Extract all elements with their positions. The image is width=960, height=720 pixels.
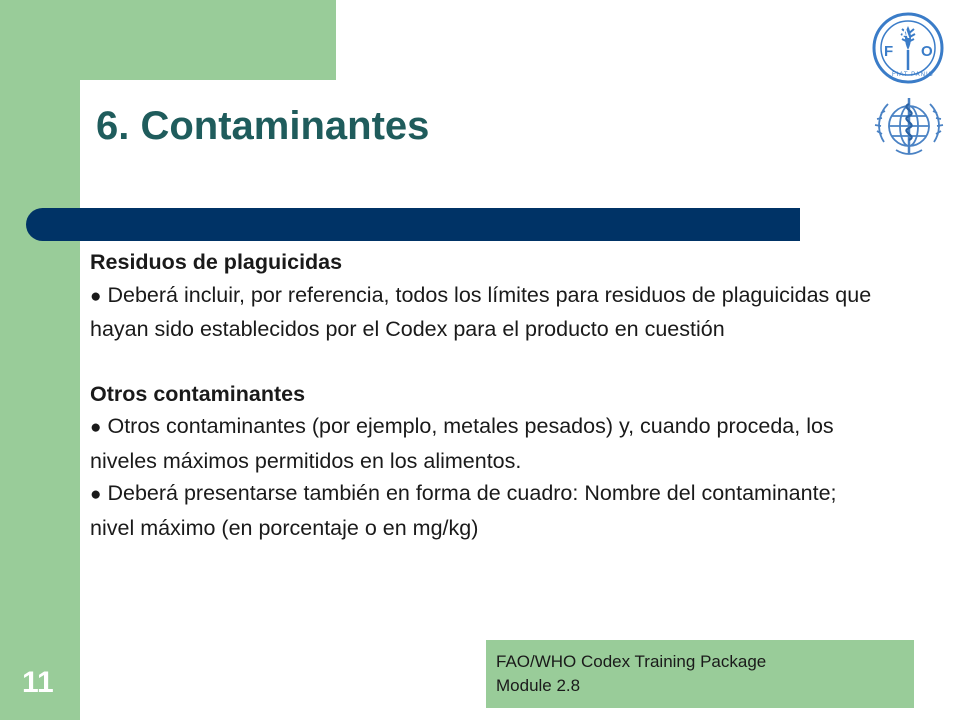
section-heading-pesticides: Residuos de plaguicidas	[90, 250, 343, 274]
footer-line-2: Module 2.8	[496, 676, 581, 695]
who-emblem-icon	[870, 92, 948, 164]
fao-letter-a: A	[901, 27, 910, 41]
fao-letter-f: F	[884, 43, 894, 60]
footer-text	[496, 650, 766, 698]
bullet-text: Deberá presentarse también en forma de cuadro: Nombre del contaminante; nivel máximo (en porcentaje o en mg/kg)	[90, 481, 837, 540]
title-divider-bar	[26, 208, 800, 241]
spacer	[90, 346, 880, 378]
fao-motto: FIAT PANIS	[892, 72, 934, 78]
slide-title: 6. Contaminantes	[96, 104, 430, 148]
slide-number: 11	[22, 666, 54, 699]
fao-logo-icon	[870, 12, 946, 84]
section-heading-other-contaminants: Otros contaminantes	[90, 381, 306, 406]
fao-letter-o: O	[921, 43, 933, 60]
left-green-band	[0, 0, 80, 720]
footer-line-1: FAO/WHO Codex Training Package	[496, 652, 767, 671]
bullet-text: Otros contaminantes (por ejemplo, metales pesados) y, cuando proceda, los niveles máximos permitidos en los alimentos.	[90, 414, 834, 473]
bullet-text: Deberá incluir, por referencia, todos los límites para residuos de plaguicidas que hayan sido establecidos por el Codex para el producto en cuestión	[90, 282, 872, 341]
bullet-other-contaminants	[90, 410, 880, 477]
bullet-pesticide-limits	[90, 279, 880, 346]
bullet-table-format	[90, 477, 880, 544]
footer-box	[486, 640, 914, 708]
top-green-band	[80, 0, 336, 80]
slide-body	[90, 246, 880, 544]
